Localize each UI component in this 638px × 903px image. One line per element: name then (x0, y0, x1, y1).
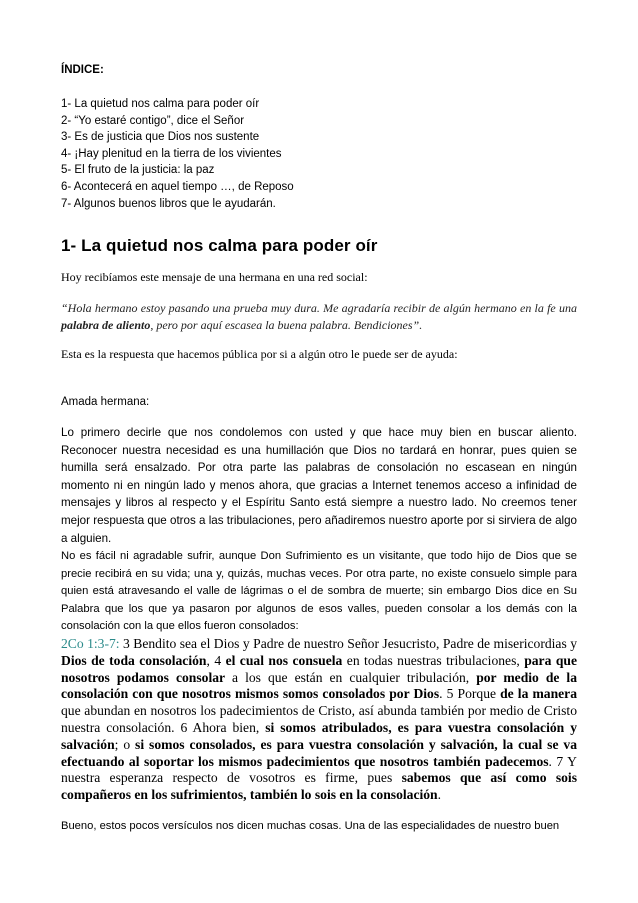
greeting: Amada hermana: (61, 396, 150, 408)
verse-text: a los que están en cualquier tribulación, (225, 669, 477, 685)
index-item-4[interactable]: 4- ¡Hay plenitud en la tierra de los vivientes (61, 147, 282, 160)
verse-text: 3 Bendito sea el Dios y Padre de nuestro Señor Jesucristo, Padre de misericordias y (119, 636, 577, 651)
verse-text: . 7 Y nuestra esperanza respecto de vosotros es firme, pues (61, 753, 577, 786)
verse-bold: para que nosotros podamos consolar (61, 652, 577, 685)
verse-text: , 4 (206, 652, 226, 668)
quote-bold: palabra de aliento (61, 317, 151, 332)
paragraph-1: Lo primero decirle que nos condolemos con usted y que hace muy bien en buscar aliento. Reconocer nuestra necesidad es una humillación que Dios no tardará en honrar, pues quien se humilla será ensalzado. Por otra parte las palabras de consolación no escasean en ningún momento ni en ningún lado y menos ahora, que gracias a Internet tenemos acceso a infinidad de mensajes y libros al respecto y el Espíritu Santo está siempre a nuestro lado. No creemos tener mejor respuesta que otros a las tribulaciones, pero añadiremos nuestro aporte por si sirviera de algo a alguien. (61, 426, 577, 545)
reply-intro: Esta es la respuesta que hacemos pública por si a algún otro le puede ser de ayuda: (61, 347, 458, 361)
verse-text: . (437, 787, 442, 803)
paragraph-2: No es fácil ni agradable sufrir, aunque Don Sufrimiento es un visitante, que todo hijo de Dios que se precie recibirá en su vida; una y, quizás, muchas veces. Por otra parte, no existe consuelo simple para quien está atravesando el valle de lágrimas o el de sombra de muerte; sin embargo Dios dice en Su Palabra que los que ya pasaron por algunos de esos valles, pueden consolar a los demás con la consolación con la que ellos fueron consolados: (61, 550, 577, 633)
index-item-2[interactable]: 2- “Yo estaré contigo”, dice el Señor (61, 114, 245, 127)
verse-text: ; o (114, 736, 136, 752)
verse-text: que abundan en nosotros los padecimientos de Cristo, así abunda también por medio de Cristo nuestra consolación. 6 Ahora bien, (61, 703, 577, 735)
verse-bold: de la manera (500, 686, 577, 702)
intro-text: Hoy recibíamos este mensaje de una hermana en una red social: (61, 270, 368, 284)
index-item-6[interactable]: 6- Acontecerá en aquel tiempo …, de Reposo (61, 180, 294, 193)
quoted-message (61, 300, 577, 333)
index-item-1[interactable]: 1- La quietud nos calma para poder oír (61, 98, 260, 110)
verse-text: . 5 Porque (439, 686, 501, 702)
bible-verse (61, 636, 577, 804)
verse-bold: sabemos que así como sois compañeros en los sufrimientos, también lo sois en la consolación (61, 770, 578, 803)
index-heading: ÍNDICE: (61, 64, 104, 76)
paragraph-3: Bueno, estos pocos versículos nos dicen muchas cosas. Una de las especialidades de nuestro buen (61, 820, 560, 832)
quote-part: “Hola hermano estoy pasando una prueba muy dura. Me agradaría recibir de algún hermano en la fe una (61, 301, 577, 315)
verse-bold: por medio de la consolación con que nosotros mismos somos consolados por Dios (61, 669, 578, 702)
index-item-7[interactable]: 7- Algunos buenos libros que le ayudarán. (61, 197, 276, 210)
index-item-5[interactable]: 5- El fruto de la justicia: la paz (61, 164, 215, 177)
verse-bold: si somos consolados, es para vuestra consolación y salvación, la cual se va efectuando al soportar los mismos padecimientos que nosotros también padecemos (61, 736, 577, 769)
verse-bold: el cual nos consuela (225, 652, 343, 668)
section-title: 1- La quietud nos calma para poder oír (61, 236, 378, 255)
index-item-3[interactable]: 3- Es de justicia que Dios nos sustente (61, 131, 260, 144)
index-list (61, 96, 294, 212)
verse-bold: si somos atribulados, es para vuestra consolación y salvación (61, 719, 577, 752)
verse-reference[interactable]: 2Co 1:3-7: (61, 636, 120, 651)
verse-bold: Dios de toda consolación (61, 652, 207, 668)
quote-part: , pero por aquí escasea la buena palabra. Bendiciones”. (150, 317, 423, 332)
verse-text: en todas nuestras tribulaciones, (342, 652, 525, 668)
